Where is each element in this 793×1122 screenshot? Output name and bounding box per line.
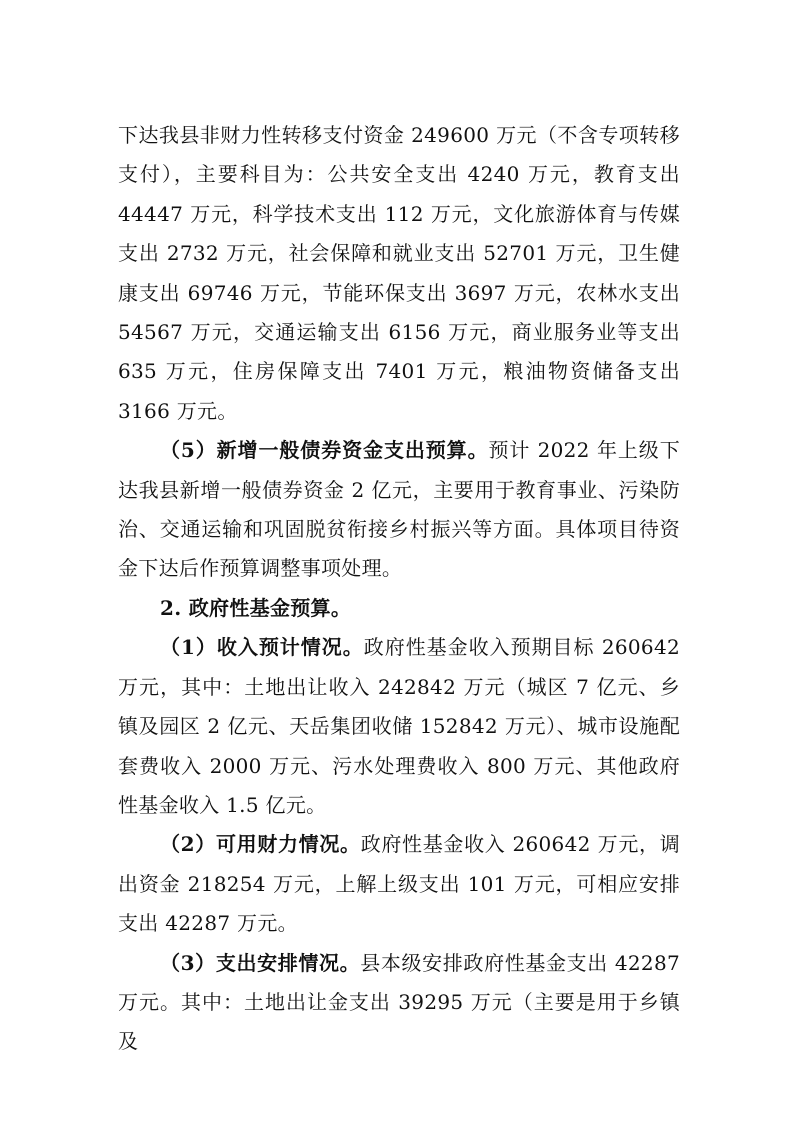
paragraph-new-bonds xyxy=(118,431,680,589)
paragraph-heading: （1）收入预计情况。 xyxy=(160,635,364,660)
paragraph-transfer-payments xyxy=(118,116,680,431)
paragraph-heading: （2）可用财力情况。 xyxy=(160,832,361,857)
paragraph-text: 下达我县非财力性转移支付资金 249600 万元（不含专项转移支付），主要科目为：公共安全支出 4240 万元，教育支出 44447 万元，科学技术支出 112 万元，文化旅游体育与传媒支出 2732 万元，社会保障和就业支出 52701 万元，卫生健康支出 69746 万元，节能环保支出 3697 万元，农林水支出 54567 万元，交通运输支出 6156 万元，商业服务业等支出 635 万元，住房保障支出 7401 万元，粮油物资储备支出 3166 万元。 xyxy=(118,123,680,423)
section-heading-text: 2. 政府性基金预算。 xyxy=(160,595,352,620)
paragraph-available-funds xyxy=(118,825,680,943)
paragraph-revenue-forecast xyxy=(118,628,680,825)
document-body xyxy=(118,116,680,1062)
paragraph-heading: （5）新增一般债券资金支出预算。 xyxy=(160,438,489,463)
section-heading-government-fund-budget xyxy=(118,589,680,628)
paragraph-heading: （3）支出安排情况。 xyxy=(160,950,361,975)
paragraph-expenditure-arrangement xyxy=(118,944,680,1062)
paragraph-text: 县本级安排政府性基金支出 42287 万元。其中：土地出让金支出 39295 万元（主要是用于乡镇及 xyxy=(118,950,680,1054)
paragraph-text: 政府性基金收入 260642 万元，调出资金 218254 万元，上解上级支出 101 万元，可相应安排支出 42287 万元。 xyxy=(118,832,680,936)
paragraph-text: 预计 2022 年上级下达我县新增一般债券资金 2 亿元，主要用于教育事业、污染防治、交通运输和巩固脱贫衔接乡村振兴等方面。具体项目待资金下达后作预算调整事项处理。 xyxy=(118,438,680,581)
paragraph-text: 政府性基金收入预期目标 260642 万元，其中：土地出让收入 242842 万元（城区 7 亿元、乡镇及园区 2 亿元、天岳集团收储 152842 万元）、城市设施配套费收入 2000 万元、污水处理费收入 800 万元、其他政府性基金收入 1.5 亿元。 xyxy=(118,635,681,817)
